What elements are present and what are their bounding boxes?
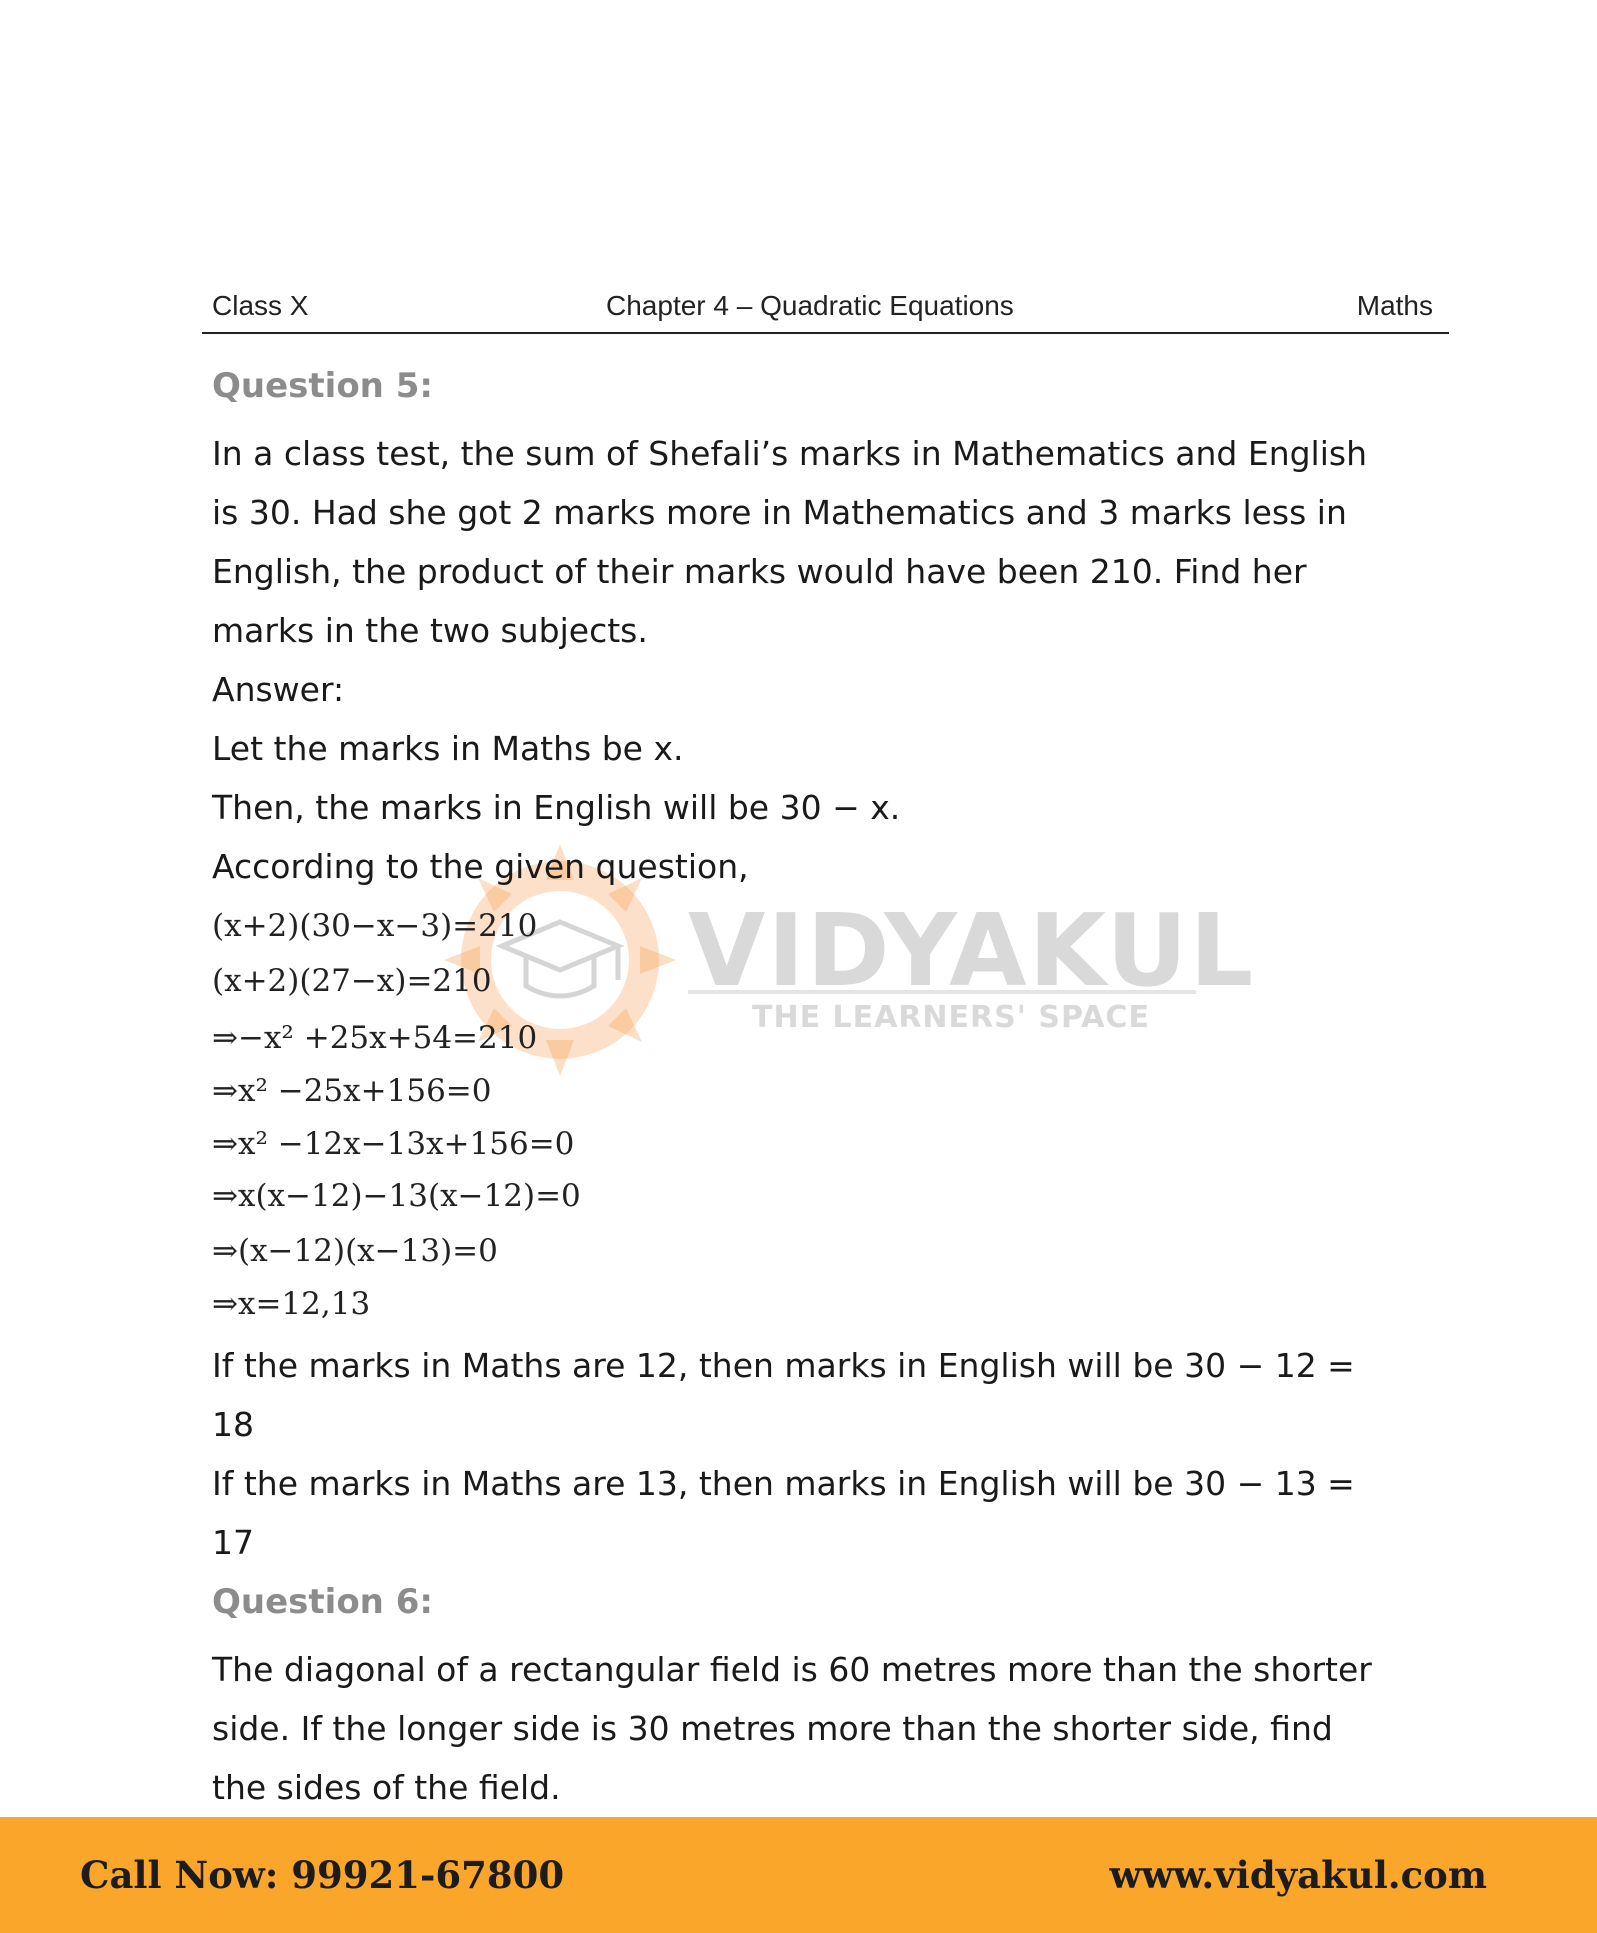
watermark-divider xyxy=(688,990,1196,994)
question-5-heading: Question 5: xyxy=(212,366,433,406)
answer-line-3: According to the given question, xyxy=(212,847,749,886)
header-chapter: Chapter 4 – Quadratic Equations xyxy=(606,290,1014,321)
call-now-text: Call Now: 99921-67800 xyxy=(80,1853,565,1897)
question-6-text: The diagonal of a rectangular field is 60 metres more than the shorter side. If the longer side is 30 metres more than the shorter side, find the sides of the field. xyxy=(212,1650,1372,1807)
equation-3: ⇒−x² +25x+54=210 xyxy=(212,1020,538,1056)
equation-6: ⇒x(x−12)−13(x−12)=0 xyxy=(212,1178,581,1214)
answer-label: Answer: xyxy=(212,670,345,709)
equation-5: ⇒x² −12x−13x+156=0 xyxy=(212,1126,575,1162)
footer-bar xyxy=(0,1817,1597,1933)
header-class: Class X xyxy=(212,290,309,321)
conclusion-2: If the marks in Maths are 13, then marks in English will be 30 − 13 = 17 xyxy=(212,1464,1355,1562)
question-6-heading: Question 6: xyxy=(212,1582,433,1622)
equation-7: ⇒(x−12)(x−13)=0 xyxy=(212,1233,498,1269)
equation-2: (x+2)(27−x)=210 xyxy=(212,963,492,999)
conclusion-1: If the marks in Maths are 12, then marks in English will be 30 − 12 = 18 xyxy=(212,1346,1355,1444)
page-header xyxy=(202,282,1449,334)
question-5-text: In a class test, the sum of Shefali’s marks in Mathematics and English is 30. Had she got 2 marks more in Mathematics and 3 marks less in English, the product of their marks would have been 210. Find her marks in the two subjects. xyxy=(212,434,1367,650)
watermark-title: VIDYAKUL xyxy=(688,892,1256,1009)
equation-4: ⇒x² −25x+156=0 xyxy=(212,1073,492,1109)
equation-1: (x+2)(30−x−3)=210 xyxy=(212,908,538,944)
answer-line-1: Let the marks in Maths be x. xyxy=(212,729,684,768)
watermark-subtitle: THE LEARNERS' SPACE xyxy=(752,1000,1150,1035)
equation-8: ⇒x=12,13 xyxy=(212,1286,371,1322)
header-subject: Maths xyxy=(1356,290,1433,321)
website-link[interactable]: www.vidyakul.com xyxy=(1109,1853,1487,1897)
answer-line-2: Then, the marks in English will be 30 − x. xyxy=(212,788,901,827)
